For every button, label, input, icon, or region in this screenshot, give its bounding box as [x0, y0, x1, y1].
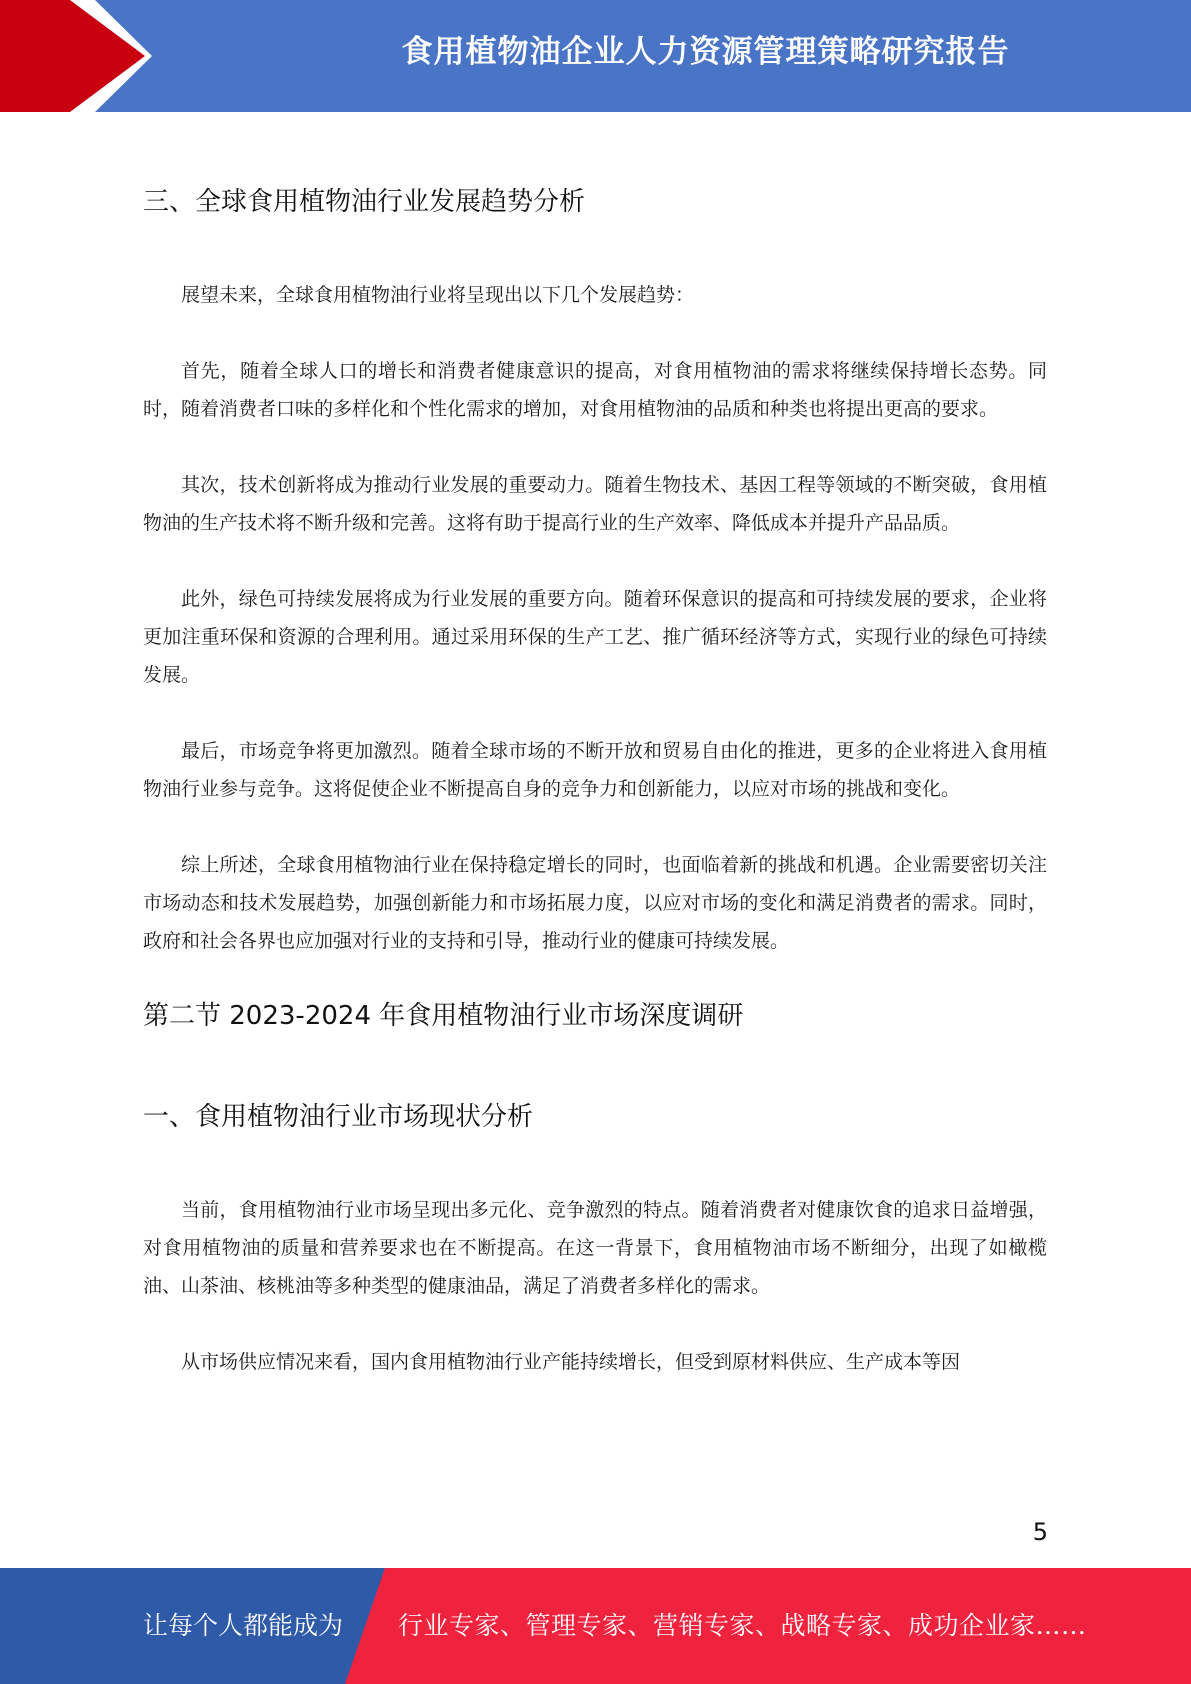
- paragraph: 展望未来，全球食用植物油行业将呈现出以下几个发展趋势：: [181, 284, 695, 307]
- paragraph: 最后，市场竞争将更加激烈。随着全球市场的不断开放和贸易自由化的推进，更多的企业将进入食用植物油行业参与竞争。这将促使企业不断提高自身的竞争力和创新能力，以应对市场的挑战和变化。: [143, 740, 1047, 801]
- section-heading-market-status: 一、食用植物油行业市场现状分析: [143, 1101, 534, 1132]
- paragraph: 首先，随着全球人口的增长和消费者健康意识的提高，对食用植物油的需求将继续保持增长态势。同时，随着消费者口味的多样化和个性化需求的增加，对食用植物油的品质和种类也将提出更高的要求。: [143, 360, 1047, 421]
- section-heading-market-research: 第二节 2023-2024 年食用植物油行业市场深度调研: [143, 1001, 744, 1032]
- section-heading-global-trends: 三、全球食用植物油行业发展趋势分析: [143, 187, 586, 217]
- paragraph: 从市场供应情况来看，国内食用植物油行业产能持续增长，但受到原材料供应、生产成本等因: [181, 1351, 961, 1374]
- header-title: 食用植物油企业人力资源管理策略研究报告: [401, 34, 1010, 70]
- paragraph: 其次，技术创新将成为推动行业发展的重要动力。随着生物技术、基因工程等领域的不断突破，食用植物油的生产技术将不断升级和完善。这将有助于提高行业的生产效率、降低成本并提升产品品质。: [143, 474, 1047, 535]
- paragraph: 当前，食用植物油行业市场呈现出多元化、竞争激烈的特点。随着消费者对健康饮食的追求日益增强，对食用植物油的质量和营养要求也在不断提高。在这一背景下，食用植物油市场不断细分，出现了如橄榄油、山茶油、核桃油等多种类型的健康油品，满足了消费者多样化的需求。: [143, 1199, 1047, 1298]
- page-number: 5: [1032, 1518, 1048, 1546]
- footer-slogan-left: 让每个人都能成为: [143, 1611, 344, 1640]
- paragraph: 综上所述，全球食用植物油行业在保持稳定增长的同时，也面临着新的挑战和机遇。企业需要密切关注市场动态和技术发展趋势，加强创新能力和市场拓展力度，以应对市场的变化和满足消费者的需求。同时，政府和社会各界也应加强对行业的支持和引导，推动行业的健康可持续发展。: [143, 854, 1047, 953]
- page-content: [143, 168, 1047, 1381]
- page-header: [0, 0, 1191, 112]
- header-arrow-graphic: [0, 0, 170, 112]
- page-footer: [0, 1568, 1191, 1684]
- paragraph: 此外，绿色可持续发展将成为行业发展的重要方向。随着环保意识的提高和可持续发展的要求，企业将更加注重环保和资源的合理利用。通过采用环保的生产工艺、推广循环经济等方式，实现行业的绿色可持续发展。: [143, 588, 1047, 687]
- footer-slogan-right: 行业专家、管理专家、营销专家、战略专家、成功企业家……: [398, 1611, 1087, 1640]
